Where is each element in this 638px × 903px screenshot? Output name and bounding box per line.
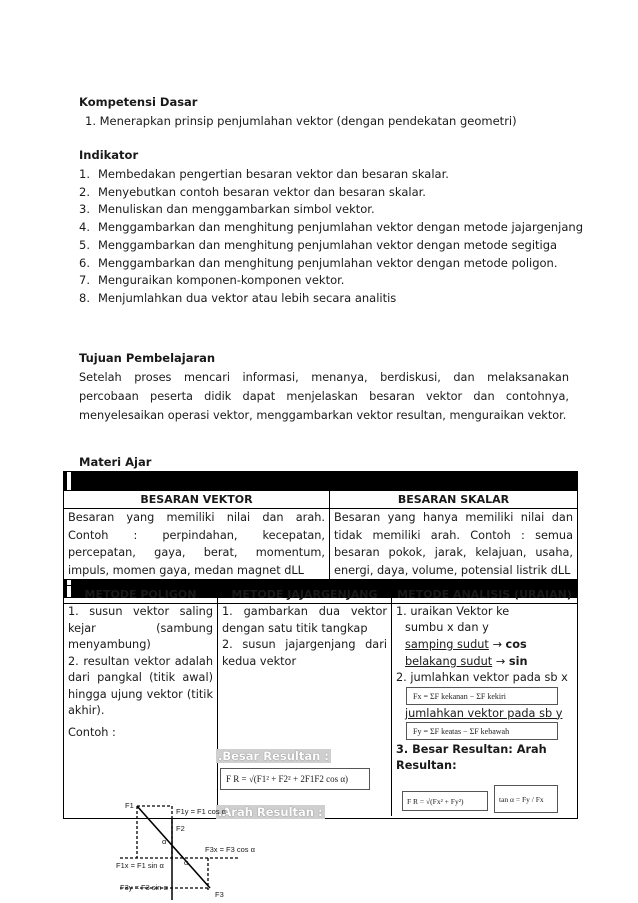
metode-table [63, 585, 578, 819]
poligon-step2: 2. resultan vektor adalah dari pangkal (titik awal) hingga ujung vektor (titik akhir). [68, 654, 213, 717]
poligon-step1: 1. susun vektor saling kejar (sambung menyambung) [68, 605, 213, 651]
indikator-item: 7. Menguraikan komponen-komponen vektor. [79, 273, 345, 288]
resultan-formula: F R = √(Fx² + Fy²) [407, 797, 464, 806]
skalar-text: Besaran yang hanya memiliki nilai dan tidak memiliki arah. Contoh : semua besaran pokok, jarak, kelajuan, usaha, energi, daya, volume, potensial listrik dLL [334, 511, 573, 577]
tujuan-section [79, 350, 569, 425]
jajargenjang-step2: 2. susun jajargenjang dari kedua vektor [222, 638, 387, 668]
analisis-step2: 2. jumlahkan vektor pada sb x [396, 671, 568, 684]
indikator-item: 5. Menggambarkan dan menghitung penjumlahan vektor dengan metode segitiga [79, 237, 558, 252]
sum-x-formula: Fx = ΣF kekanan − ΣF kekiri [413, 691, 506, 701]
skalar-header: BESARAN SKALAR [397, 493, 510, 506]
table-row [64, 508, 577, 579]
besar-resultan-label: .Besar Resultan : [218, 749, 329, 763]
label-F3y: F3y = F3 sin α [120, 883, 168, 892]
materi-title: Materi Ajar [79, 455, 152, 469]
indikator-item: 8. Menjumlahkan dua vektor atau lebih secara analitis [79, 290, 397, 305]
vector-F1-F3-line [137, 806, 210, 888]
tujuan-text: Setelah proses mencari informasi, menanya, berdiskusi, dan melaksanakan percobaan peserta didik dapat menjelaskan besaran vektor dan contohnya, menyelesaikan operasi vektor, menggambarkan vektor resultan, menguraikan vektor. [79, 371, 569, 422]
label-F3x: F3x = F3 cos α [205, 845, 255, 854]
sum-x-formula-box [406, 687, 558, 705]
analisis-header: METODE ANALISIS (URAIAN) [397, 588, 572, 601]
indikator-title: Indikator [79, 148, 139, 162]
indikator-item: 3. Menuliskan dan menggambarkan simbol vektor. [79, 202, 375, 217]
poligon-cell [64, 604, 218, 816]
poligon-header: METODE POLIGON [64, 586, 218, 603]
label-F1y: F1y = F1 cos α [176, 807, 226, 816]
vector-diagram [100, 800, 255, 903]
jajargenjang-header: METODE JAJARGENJANG [218, 586, 392, 603]
kompetensi-item: 1. Menerapkan prinsip penjumlahan vektor (dengan pendekatan geometri) [85, 114, 517, 128]
jajar-formula-box [220, 768, 370, 790]
analisis-step3: 3. Besar Resultan: Arah Resultan: [396, 742, 547, 772]
analisis-cell [392, 604, 577, 816]
jumlah-y-text: jumlahkan vektor pada sb y [405, 706, 563, 720]
besaran-table [63, 471, 578, 598]
label-F1x: F1x = F1 sin α [116, 861, 164, 870]
tan-formula: tan α = Fy / Fx [499, 795, 544, 804]
sum-y-formula-box [406, 722, 558, 740]
indikator-item: 2. Menyebutkan contoh besaran vektor dan besaran skalar. [79, 184, 426, 199]
jajargenjang-step1: 1. gambarkan dua vektor dengan satu titik tangkap [222, 605, 387, 635]
jajargenjang-cell [218, 604, 392, 819]
indikator-item: 1. Membedakan pengertian besaran vektor dan besaran skalar. [79, 167, 449, 181]
indikator-item: 4. Menggambarkan dan menghitung penjumlahan vektor dengan metode jajargenjang [79, 220, 583, 235]
label-alpha: α [184, 858, 189, 867]
belakang-line: belakang sudut → sin [405, 655, 528, 668]
poligon-contoh: Contoh : [68, 725, 116, 739]
analisis-step1: 1. uraikan Vektor ke [396, 605, 510, 618]
label-alpha: α [162, 837, 167, 846]
sum-y-formula: Fy = ΣF keatas − ΣF kebawah [413, 726, 510, 736]
vektor-header: BESARAN VEKTOR [64, 491, 330, 508]
materi-section [79, 454, 569, 470]
table-row [64, 603, 577, 819]
samping-line: samping sudut → cos [405, 638, 527, 651]
kompetensi-title: Kompetensi Dasar [79, 95, 198, 109]
analisis-step1b: sumbu x dan y [405, 621, 489, 634]
label-F3: F3 [215, 890, 224, 899]
vektor-text: Besaran yang memiliki nilai dan arah. Contoh : perpindahan, kecepatan, percepatan, gaya, berat, momentum, impuls, momen gaya, medan magnet dLL [64, 509, 330, 579]
tujuan-title: Tujuan Pembelajaran [79, 351, 216, 365]
jajar-formula: F R = √(F1² + F2² + 2F1F2 cos α) [226, 774, 349, 784]
kompetensi-section [79, 94, 569, 131]
indikator-section [79, 147, 583, 308]
arah-resultan-label: .Arah Resultan : [218, 805, 323, 819]
label-F1: F1 [125, 801, 134, 810]
table-row [64, 490, 577, 508]
table-header-bar [64, 472, 577, 490]
table-row [64, 585, 577, 603]
indikator-item: 6. Menggambarkan dan menghitung penjumlahan vektor dengan metode poligon. [79, 255, 558, 270]
tan-formula-box [494, 785, 558, 813]
label-F2: F2 [176, 824, 185, 833]
resultan-formula-box [402, 791, 488, 811]
